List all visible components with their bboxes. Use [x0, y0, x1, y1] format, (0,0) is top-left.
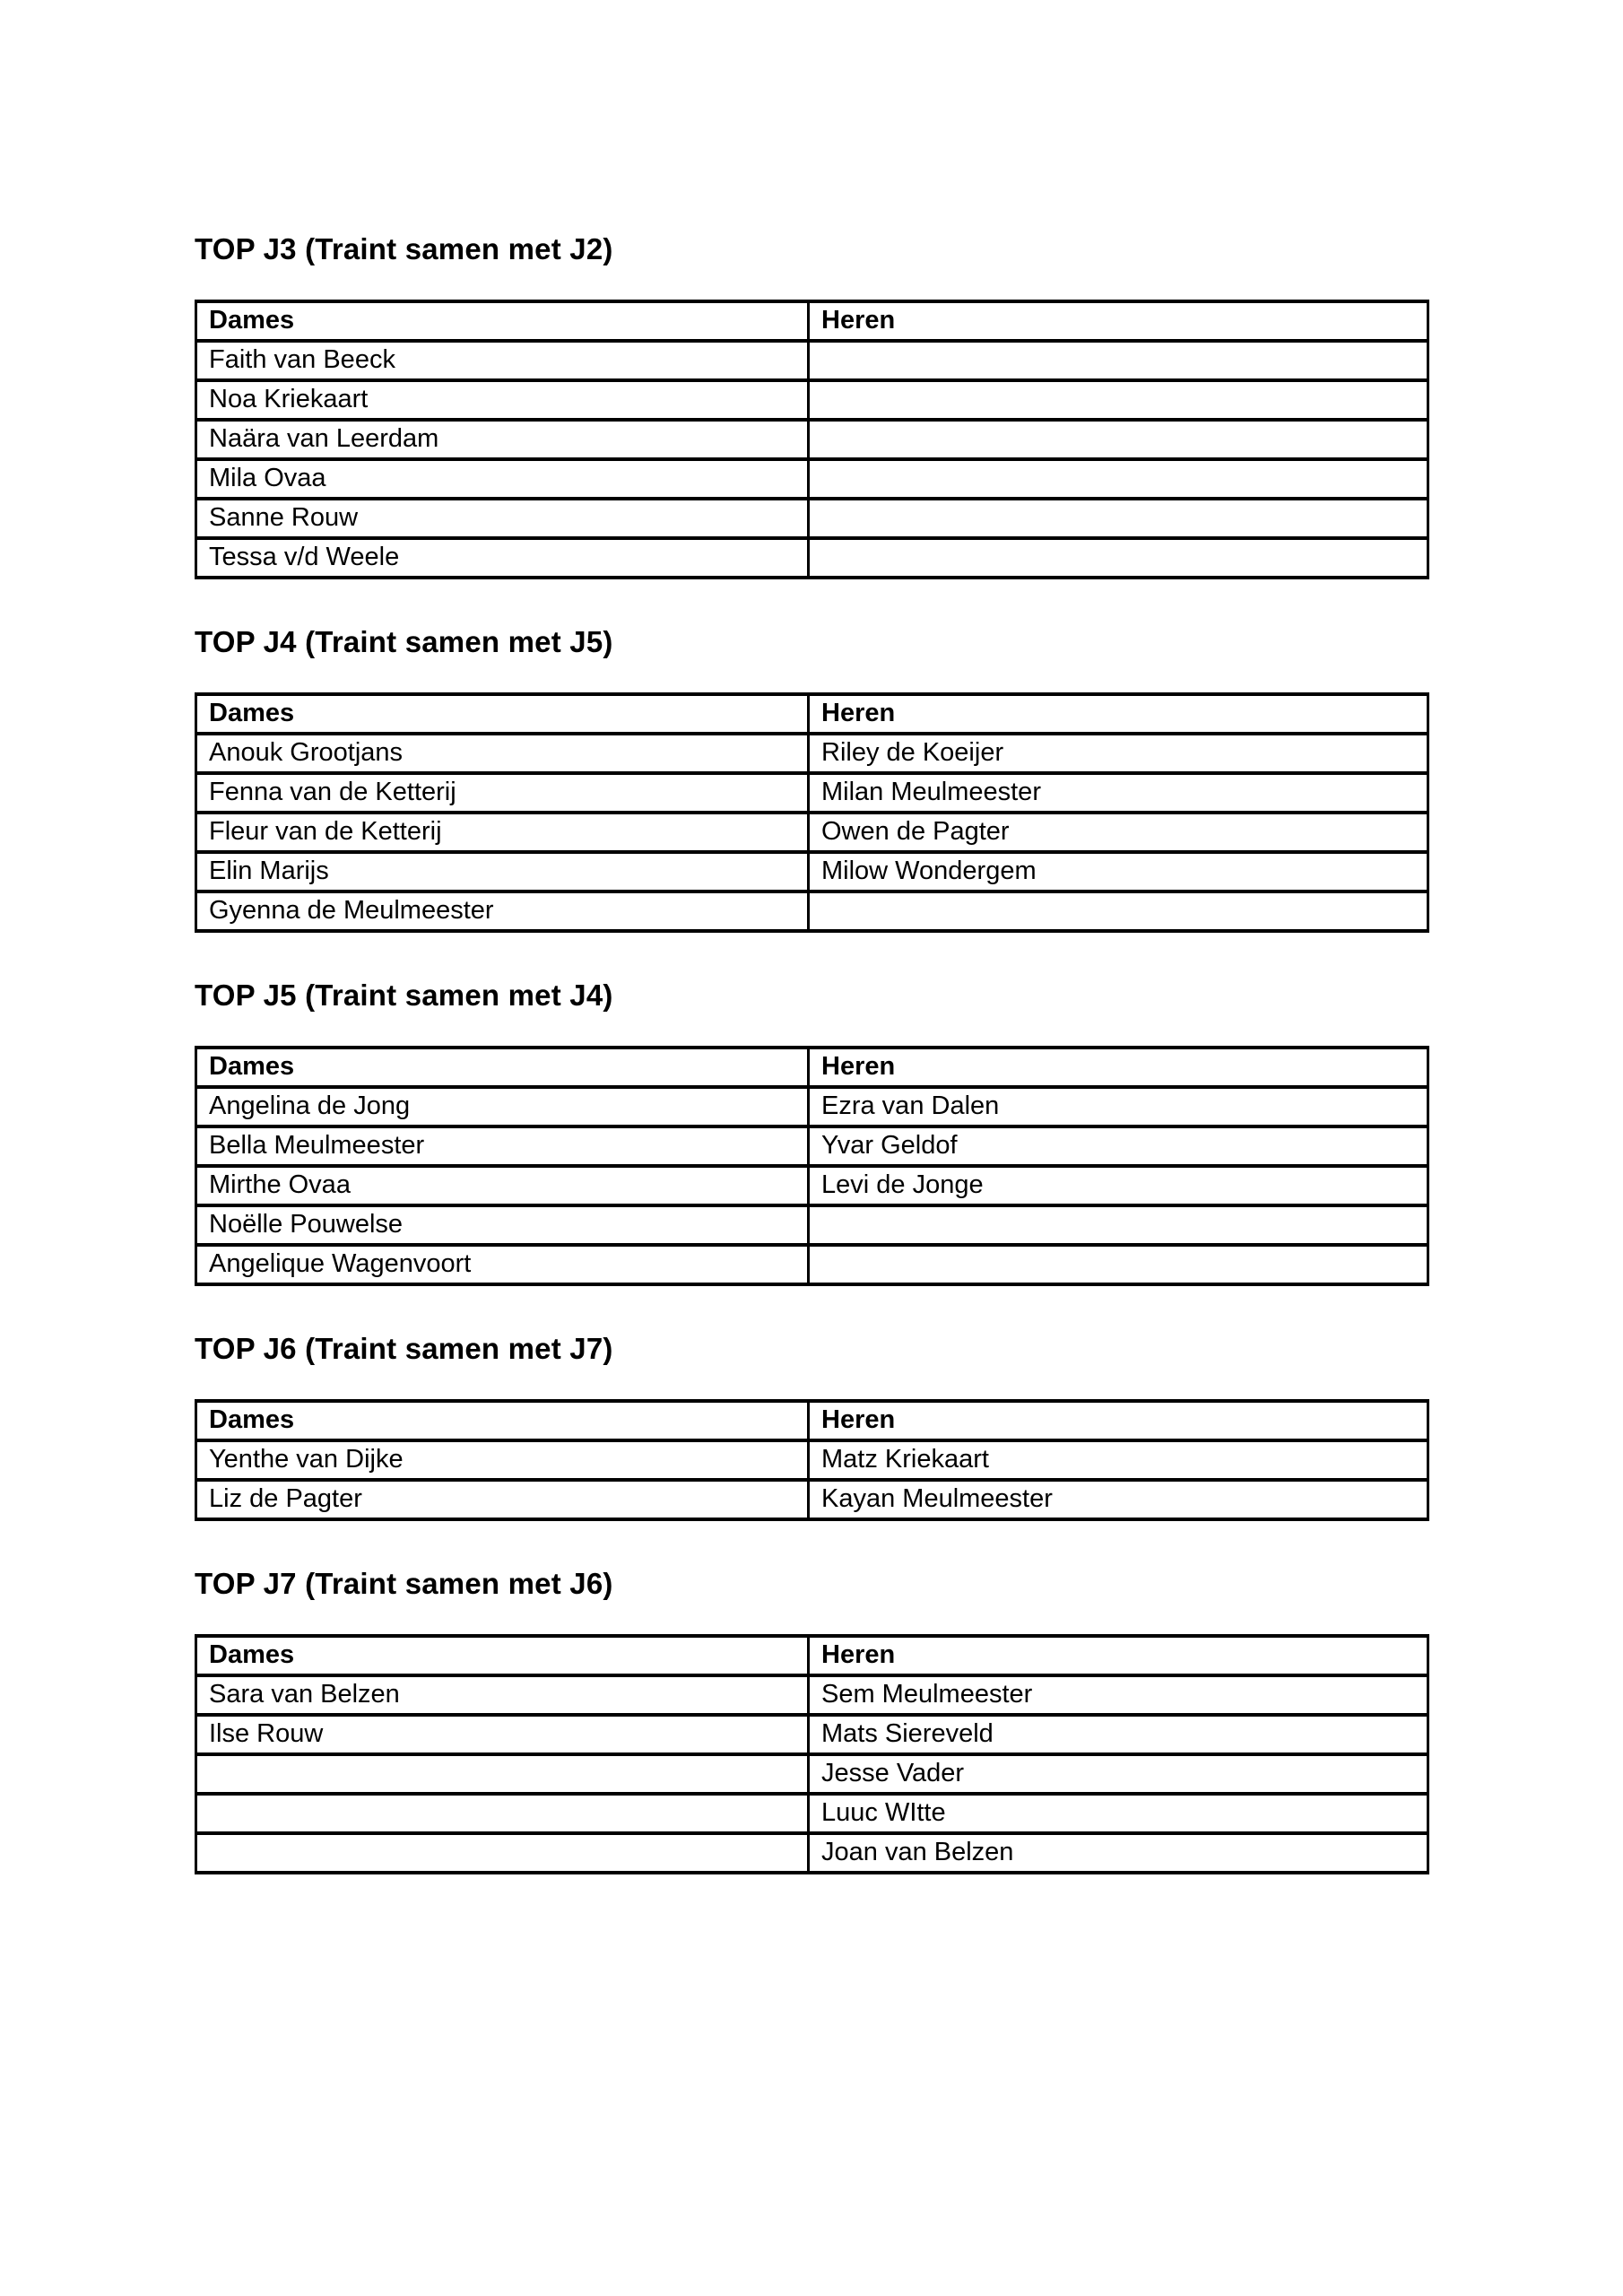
column-header-heren: Heren: [809, 1636, 1428, 1675]
column-header-heren: Heren: [809, 694, 1428, 734]
team-section: [195, 626, 1623, 933]
dames-cell: Tessa v/d Weele: [196, 538, 809, 578]
header-row: [196, 1048, 1428, 1087]
column-header-dames: Dames: [196, 1636, 809, 1675]
table-row: [196, 891, 1428, 931]
section-heading: TOP J7 (Traint samen met J6): [195, 1567, 613, 1600]
roster-table: [195, 300, 1429, 579]
heren-cell: Owen de Pagter: [809, 813, 1428, 852]
heren-cell: Sem Meulmeester: [809, 1675, 1428, 1715]
dames-cell: Faith van Beeck: [196, 341, 809, 380]
table-row: [196, 734, 1428, 773]
table-row: [196, 1833, 1428, 1873]
column-header-heren: Heren: [809, 1401, 1428, 1440]
table-row: [196, 852, 1428, 891]
heren-cell: Milow Wondergem: [809, 852, 1428, 891]
dames-cell: Fleur van de Ketterij: [196, 813, 809, 852]
section-heading: TOP J6 (Traint samen met J7): [195, 1332, 613, 1365]
dames-cell: [196, 1794, 809, 1833]
dames-cell: Ilse Rouw: [196, 1715, 809, 1754]
header-row: [196, 1636, 1428, 1675]
dames-cell: [196, 1754, 809, 1794]
dames-cell: Fenna van de Ketterij: [196, 773, 809, 813]
heren-cell: [809, 1205, 1428, 1245]
dames-cell: Angelina de Jong: [196, 1087, 809, 1126]
heren-cell: Luuc WItte: [809, 1794, 1428, 1833]
heren-cell: Joan van Belzen: [809, 1833, 1428, 1873]
table-row: [196, 1087, 1428, 1126]
heren-cell: Yvar Geldof: [809, 1126, 1428, 1166]
column-header-heren: Heren: [809, 301, 1428, 341]
dames-cell: Bella Meulmeester: [196, 1126, 809, 1166]
table-row: [196, 1440, 1428, 1480]
sections: [195, 233, 1623, 1874]
heren-cell: Mats Siereveld: [809, 1715, 1428, 1754]
heren-cell: Matz Kriekaart: [809, 1440, 1428, 1480]
dames-cell: Angelique Wagenvoort: [196, 1245, 809, 1284]
dames-cell: Mila Ovaa: [196, 459, 809, 499]
roster-table: [195, 1399, 1429, 1521]
table-row: [196, 1480, 1428, 1519]
table-row: [196, 1205, 1428, 1245]
heren-cell: [809, 380, 1428, 420]
column-header-dames: Dames: [196, 1401, 809, 1440]
column-header-dames: Dames: [196, 1048, 809, 1087]
heren-cell: [809, 341, 1428, 380]
section-heading: TOP J5 (Traint samen met J4): [195, 978, 613, 1012]
dames-cell: Naära van Leerdam: [196, 420, 809, 459]
table-row: [196, 341, 1428, 380]
table-row: [196, 1754, 1428, 1794]
heren-cell: Kayan Meulmeester: [809, 1480, 1428, 1519]
section-heading: TOP J4 (Traint samen met J5): [195, 625, 613, 658]
team-section: [195, 233, 1623, 579]
heren-cell: Milan Meulmeester: [809, 773, 1428, 813]
heren-cell: [809, 420, 1428, 459]
roster-table: [195, 692, 1429, 933]
dames-cell: Noa Kriekaart: [196, 380, 809, 420]
dames-cell: Sara van Belzen: [196, 1675, 809, 1715]
heren-cell: [809, 499, 1428, 538]
team-section: [195, 979, 1623, 1286]
table-row: [196, 380, 1428, 420]
team-section: [195, 1333, 1623, 1521]
column-header-dames: Dames: [196, 301, 809, 341]
roster-table: [195, 1634, 1429, 1874]
table-row: [196, 420, 1428, 459]
table-row: [196, 773, 1428, 813]
section-heading: TOP J3 (Traint samen met J2): [195, 232, 613, 265]
dames-cell: Anouk Grootjans: [196, 734, 809, 773]
roster-table: [195, 1046, 1429, 1286]
table-row: [196, 538, 1428, 578]
heren-cell: [809, 891, 1428, 931]
team-section: [195, 1568, 1623, 1874]
table-row: [196, 1166, 1428, 1205]
table-row: [196, 1794, 1428, 1833]
header-row: [196, 301, 1428, 341]
dames-cell: Gyenna de Meulmeester: [196, 891, 809, 931]
column-header-heren: Heren: [809, 1048, 1428, 1087]
heren-cell: Ezra van Dalen: [809, 1087, 1428, 1126]
table-row: [196, 1715, 1428, 1754]
dames-cell: Noëlle Pouwelse: [196, 1205, 809, 1245]
dames-cell: [196, 1833, 809, 1873]
dames-cell: Yenthe van Dijke: [196, 1440, 809, 1480]
dames-cell: Mirthe Ovaa: [196, 1166, 809, 1205]
table-row: [196, 1675, 1428, 1715]
heren-cell: Levi de Jonge: [809, 1166, 1428, 1205]
table-row: [196, 813, 1428, 852]
column-header-dames: Dames: [196, 694, 809, 734]
heren-cell: Riley de Koeijer: [809, 734, 1428, 773]
heren-cell: Jesse Vader: [809, 1754, 1428, 1794]
table-row: [196, 499, 1428, 538]
heren-cell: [809, 1245, 1428, 1284]
dames-cell: Sanne Rouw: [196, 499, 809, 538]
table-row: [196, 459, 1428, 499]
dames-cell: Liz de Pagter: [196, 1480, 809, 1519]
table-row: [196, 1245, 1428, 1284]
dames-cell: Elin Marijs: [196, 852, 809, 891]
header-row: [196, 1401, 1428, 1440]
heren-cell: [809, 538, 1428, 578]
table-row: [196, 1126, 1428, 1166]
header-row: [196, 694, 1428, 734]
heren-cell: [809, 459, 1428, 499]
